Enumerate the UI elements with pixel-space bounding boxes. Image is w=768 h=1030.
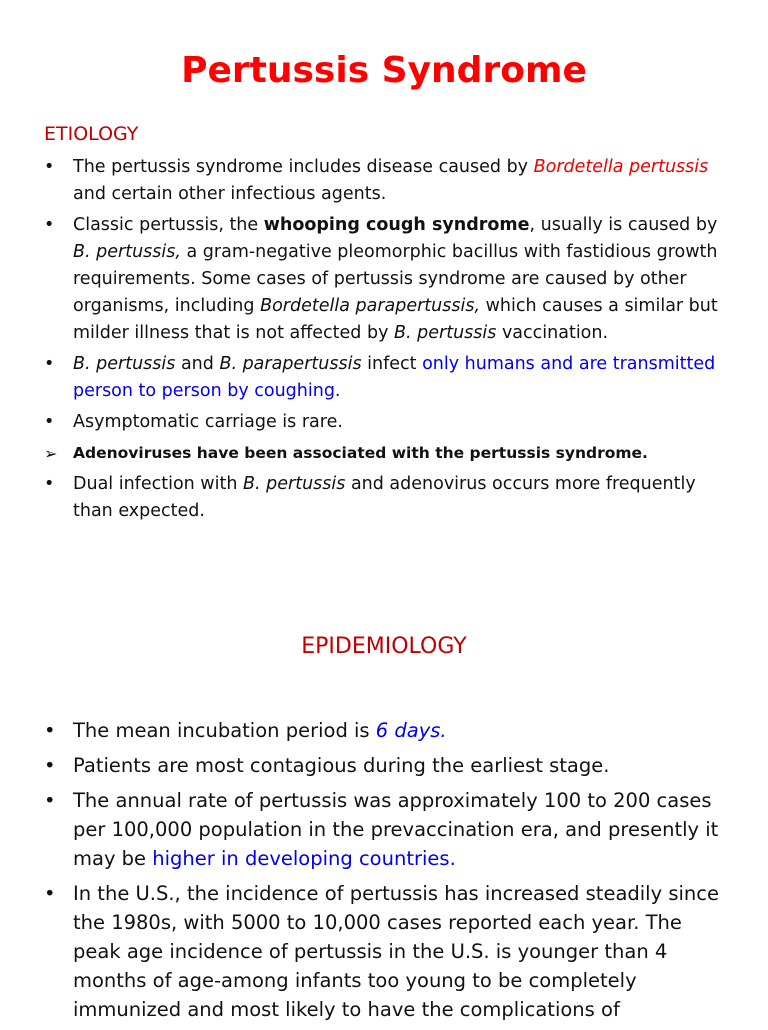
list-item: • Dual infection with B. pertussis and adenovirus occurs more frequently than expected. <box>44 471 734 525</box>
bullet-icon: • <box>44 412 55 432</box>
page-title: Pertussis Syndrome <box>181 50 587 91</box>
list-item: • B. pertussis and B. parapertussis infect only humans and are transmitted person to person by coughing. <box>44 351 734 405</box>
epidemiology-list <box>44 716 734 1030</box>
bullet-icon: • <box>44 474 55 494</box>
list-item: • Patients are most contagious during the earliest stage. <box>44 751 734 780</box>
list-item: ➢ Adenoviruses have been associated with the pertussis syndrome. <box>44 440 734 467</box>
list-item: • The mean incubation period is 6 days. <box>44 716 734 745</box>
list-item: • Classic pertussis, the whooping cough syndrome, usually is caused by B. pertussis, a gram-negative pleomorphic bacillus with fastidious growth requirements. Some cases of pertussis syndrome are caused by other organisms, including Bordetella parapertussis, which causes a similar but milder illness that is not affected by B. pertussis vaccination. <box>44 212 734 347</box>
bullet-icon: • <box>44 215 55 235</box>
list-item: • Asymptomatic carriage is rare. <box>44 409 734 436</box>
bullet-icon: • <box>44 157 55 177</box>
list-item: • The pertussis syndrome includes disease caused by Bordetella pertussis and certain other infectious agents. <box>44 154 734 208</box>
bullet-icon: • <box>44 354 55 374</box>
arrow-bullet-icon: ➢ <box>44 444 58 463</box>
list-item: • In the U.S., the incidence of pertussis has increased steadily since the 1980s, with 5000 to 10,000 cases reported each year. The peak age incidence of pertussis in the U.S. is younger than 4 months of age-among infants too young to be completely immunized and most likely to have the complications of <box>44 879 734 1024</box>
etiology-heading: ETIOLOGY <box>44 123 139 145</box>
bullet-icon: • <box>44 882 56 905</box>
etiology-list <box>44 154 734 529</box>
list-item: • The annual rate of pertussis was approximately 100 to 200 cases per 100,000 population in the prevaccination era, and presently it may be higher in developing countries. <box>44 786 734 873</box>
bullet-icon: • <box>44 789 56 812</box>
bullet-icon: • <box>44 754 56 777</box>
bullet-icon: • <box>44 719 56 742</box>
epidemiology-heading: EPIDEMIOLOGY <box>301 634 467 659</box>
